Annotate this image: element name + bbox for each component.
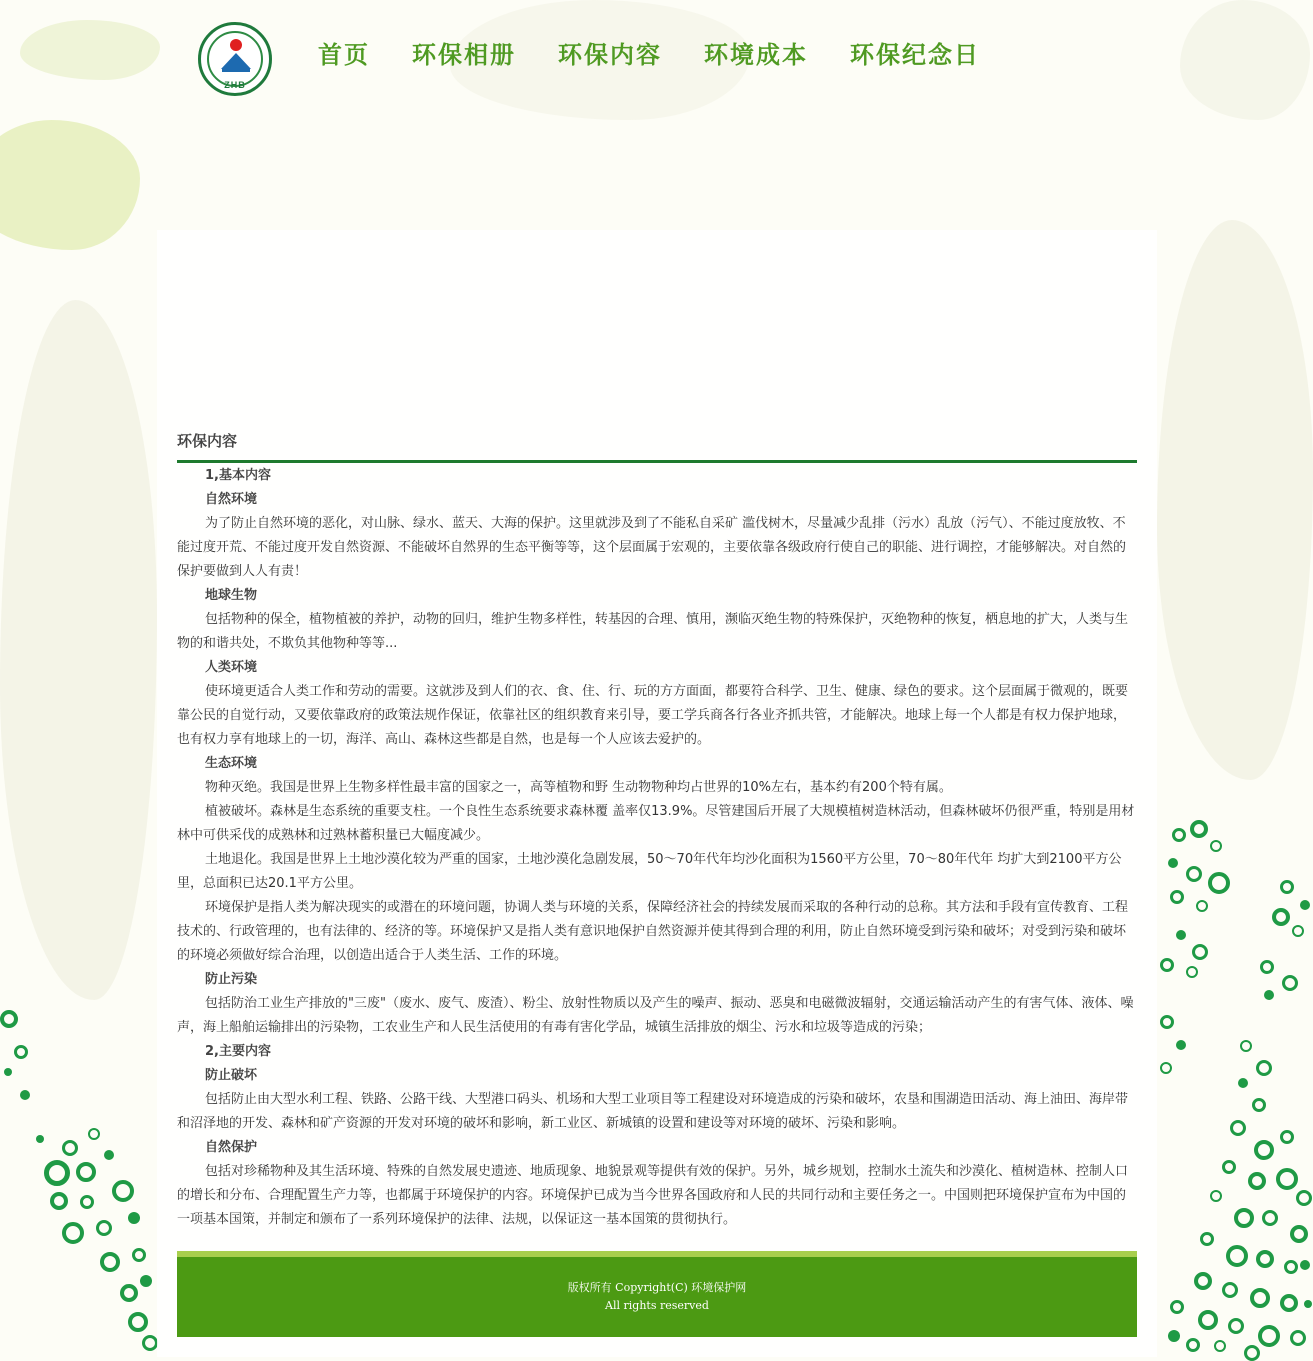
section-title: 环保内容 [177, 432, 238, 450]
decor-dot [1176, 1040, 1186, 1050]
decor-dot [44, 1160, 70, 1186]
paragraph: 包括物种的保全，植物植被的养护，动物的回归，维护生物多样性，转基因的合理、慎用，濒临灭绝生物的特殊保护，灭绝物种的恢复，栖息地的扩大，人类与生物的和谐共处，不欺负其他物种等等... [177, 612, 1129, 651]
decor-dot [1250, 1288, 1270, 1308]
decor-dot [100, 1252, 120, 1272]
decor-dot [1210, 840, 1222, 852]
subheading: 人类环境 [205, 660, 258, 675]
decor-dot [50, 1192, 68, 1210]
decor-dot [128, 1312, 148, 1332]
leaf-shape [1180, 0, 1310, 120]
decor-dot [1190, 820, 1208, 838]
leaf-shape [1157, 220, 1313, 780]
decor-dot [1240, 1040, 1252, 1052]
subheading: 防止破坏 [205, 1068, 258, 1083]
subheading: 2,主要内容 [205, 1044, 271, 1059]
paragraph: 使环境更适合人类工作和劳动的需要。这就涉及到人们的衣、食、住、行、玩的方方面面，都要符合科学、卫生、健康、绿色的要求。这个层面属于微观的，既要靠公民的自觉行动，又要依靠政府的政策法规作保证，依靠社区的组织教育来引导，要工学兵商各行各业齐抓共管，才能解决。地球上每一个人都是有权力保护地球，也有权力享有地球上的一切，海洋、高山、森林这些都是自然，也是每一个人应该去爱护的。 [177, 684, 1129, 747]
decor-dot [1284, 1260, 1298, 1274]
leaf-shape [0, 300, 157, 1000]
decor-dot [88, 1128, 100, 1140]
decor-dot [1300, 1260, 1310, 1270]
logo-sun-icon [230, 39, 242, 51]
logo-text: ZHB [224, 80, 246, 90]
decor-dot [1208, 872, 1230, 894]
decor-dot [1226, 1245, 1248, 1267]
paragraph: 植被破坏。森林是生态系统的重要支柱。一个良性生态系统要求森林覆 盖率仅13.9%。尽管建国后开展了大规模植树造林活动，但森林破坏仍很严重，特别是用材林中可供采伐的成熟林和过熟林蓄积量已大幅度减少。 [177, 804, 1135, 843]
decor-dot [1214, 1340, 1226, 1352]
decor-dot [1290, 1330, 1306, 1346]
paragraph: 环境保护是指人类为解决现实的或潜在的环境问题，协调人类与环境的关系，保障经济社会的持续发展而采取的各种行动的总称。其方法和手段有宣传教育、工程技术的、行政管理的，也有法律的、经济的等。环境保护又是指人类有意识地保护自然资源并使其得到合理的利用，防止自然环境受到污染和破坏；对受到污染和破坏的环境必须做好综合治理，以创造出适合于人类生活、工作的环境。 [177, 900, 1129, 963]
decor-dot [1238, 1078, 1248, 1088]
decor-dot [1186, 866, 1202, 882]
paragraph: 包括防治工业生产排放的"三废"（废水、废气、废渣）、粉尘、放射性物质以及产生的噪声、振动、恶臭和电磁微波辐射，交通运输活动产生的有害气体、液体、噪声，海上船舶运输排出的污染物，工农业生产和人民生活使用的有毒有害化学品，城镇生活排放的烟尘、污水和垃圾等造成的污染； [177, 996, 1134, 1035]
leaf-shape [0, 120, 140, 250]
decor-dot [1262, 1210, 1278, 1226]
decor-dot [1168, 1330, 1180, 1342]
decor-dot [112, 1180, 134, 1202]
decor-dot [1254, 1140, 1274, 1160]
site-logo[interactable] [198, 22, 272, 96]
decor-dot [1160, 958, 1174, 972]
nav-home[interactable]: 首页 [318, 40, 370, 69]
decor-dot [1256, 1060, 1272, 1076]
decor-dot [1282, 975, 1298, 991]
subheading: 生态环境 [205, 756, 258, 771]
decor-dot [128, 1212, 140, 1224]
decor-dot [1230, 1120, 1246, 1136]
decor-dot [142, 1335, 158, 1351]
decor-dot [1186, 1338, 1200, 1352]
decor-dot [1170, 890, 1184, 904]
decor-dot [0, 1010, 18, 1028]
nav-cost[interactable]: 环境成本 [704, 40, 808, 69]
nav-album[interactable]: 环保相册 [412, 40, 516, 69]
paragraph: 包括对珍稀物种及其生活环境、特殊的自然发展史遗迹、地质现象、地貌景观等提供有效的保护。另外，城乡规划，控制水土流失和沙漠化、植树造林、控制人口的增长和分布、合理配置生产力等，也都属于环境保护的内容。环境保护已成为当今世界各国政府和人民的共同行动和主要任务之一。中国则把环境保护宣布为中国的一项基本国策，并制定和颁布了一系列环境保护的法律、法规，以保证这一基本国策的贯彻执行。 [177, 1164, 1129, 1227]
decor-dot [1280, 1294, 1298, 1312]
decor-dot [1256, 1250, 1274, 1268]
subheading: 防止污染 [205, 972, 258, 987]
decor-dot [132, 1248, 146, 1262]
decor-dot [1222, 1282, 1238, 1298]
decor-dot [1222, 1160, 1236, 1174]
title-divider [177, 460, 1137, 463]
decor-dot [1296, 1190, 1312, 1206]
decor-dot [1290, 1225, 1308, 1243]
decor-dot [1304, 1300, 1312, 1308]
paragraph: 土地退化。我国是世界上土地沙漠化较为严重的国家，土地沙漠化急剧发展，50～70年代年均沙化面积为1560平方公里，70～80年代年 均扩大到2100平方公里，总面积已达20.1平方公里。 [177, 852, 1122, 891]
nav-content[interactable]: 环保内容 [558, 40, 662, 69]
decor-dot [1248, 1172, 1266, 1190]
decor-dot [4, 1068, 12, 1076]
decor-dot [140, 1275, 152, 1287]
footer-rights: All rights reserved [605, 1299, 709, 1312]
decor-dot [1186, 966, 1198, 978]
decor-dot [36, 1135, 44, 1143]
decor-dot [76, 1162, 96, 1182]
paragraph: 物种灭绝。我国是世界上生物多样性最丰富的国家之一，高等植物和野 生动物物种均占世界的10%左右，基本约有200个特有属。 [205, 780, 952, 795]
decor-dot [1300, 900, 1310, 910]
decor-dot [104, 1150, 114, 1160]
decor-dot [1198, 1310, 1218, 1330]
decor-dot [1210, 1190, 1222, 1202]
decor-dot [1168, 858, 1178, 868]
decor-dot [1194, 1272, 1212, 1290]
decor-dot [120, 1284, 138, 1302]
subheading: 1,基本内容 [205, 468, 271, 483]
nav-memorial-day[interactable]: 环保纪念日 [850, 40, 980, 69]
decor-dot [1272, 908, 1290, 926]
leaf-shape [20, 20, 160, 80]
decor-dot [1228, 1318, 1244, 1334]
decor-dot [1160, 1015, 1174, 1029]
decor-dot [62, 1140, 78, 1156]
logo-mountain-icon [221, 53, 251, 69]
decor-dot [1258, 1325, 1280, 1347]
paragraph: 包括防止由大型水利工程、铁路、公路干线、大型港口码头、机场和大型工业项目等工程建设对环境造成的污染和破坏，农垦和围湖造田活动、海上油田、海岸带和沼泽地的开发、森林和矿产资源的开发对环境的破坏和影响，新工业区、新城镇的设置和建设等对环境的破坏、污染和影响。 [177, 1092, 1129, 1131]
decor-dot [14, 1045, 28, 1059]
decor-dot [96, 1220, 112, 1236]
decor-dot [1170, 1300, 1184, 1314]
decor-dot [20, 1090, 30, 1100]
decor-dot [62, 1222, 84, 1244]
decor-dot [1280, 1130, 1294, 1144]
footer-copyright: 版权所有 Copyright(C) 环境保护网 [567, 1281, 747, 1294]
decor-dot [1264, 990, 1274, 1000]
decor-dot [1244, 1345, 1260, 1361]
article-body [177, 464, 1137, 1232]
main-nav [318, 40, 1022, 70]
decor-dot [1196, 900, 1208, 912]
subheading: 地球生物 [205, 588, 258, 603]
paragraph: 为了防止自然环境的恶化，对山脉、绿水、蓝天、大海的保护。这里就涉及到了不能私自采矿 滥伐树木，尽量减少乱排（污水）乱放（污气）、不能过度放牧、不能过度开荒、不能过度开发自然资源、不能破坏自然界的生态平衡等等，这个层面属于宏观的，主要依靠各级政府行使自己的职能、进行调控，才能够解决。对自然的保护要做到人人有责！ [177, 516, 1127, 579]
decor-dot [1234, 1208, 1254, 1228]
decor-dot [1200, 1232, 1214, 1246]
decor-dot [1276, 1168, 1298, 1190]
decor-dot [1280, 880, 1294, 894]
logo-water-icon [222, 68, 250, 72]
footer [177, 1257, 1137, 1337]
decor-dot [1160, 1062, 1172, 1074]
decor-dot [1292, 925, 1304, 937]
decor-dot [1260, 960, 1274, 974]
decor-dot [1176, 930, 1186, 940]
decor-dot [1252, 1098, 1266, 1112]
decor-dot [1192, 944, 1208, 960]
decor-dot [80, 1195, 94, 1209]
subheading: 自然环境 [205, 492, 258, 507]
decor-dot [1172, 828, 1186, 842]
subheading: 自然保护 [205, 1140, 258, 1155]
